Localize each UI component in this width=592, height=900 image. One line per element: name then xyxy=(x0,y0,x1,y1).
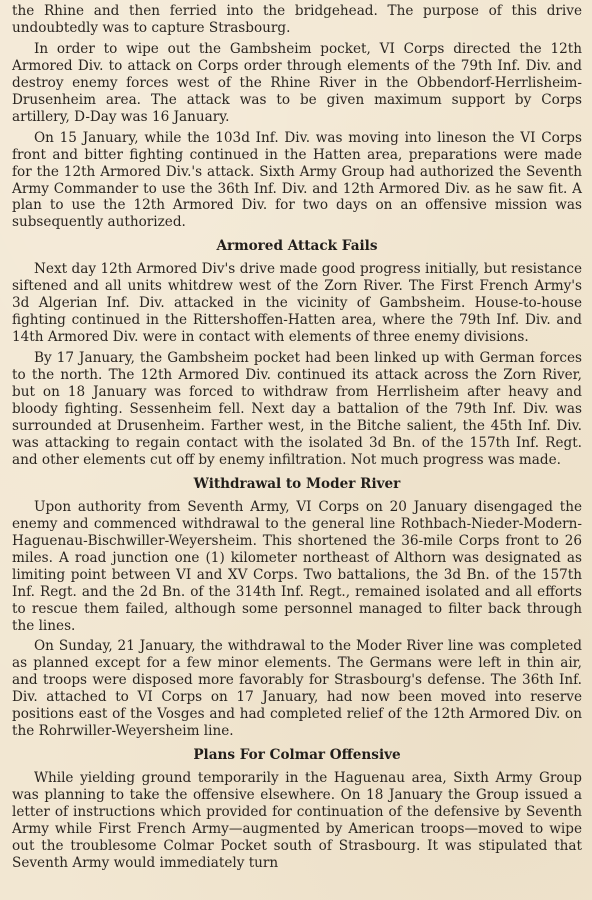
heading-plans-colmar-offensive: Plans For Colmar Offensive xyxy=(193,747,401,764)
paragraph-colmar-plans: While yielding ground temporarily in the Haguenau area, Sixth Army Group was planning to take the offensive elsewhere. On 18 January the Group issued a letter of instructions which provided for continuation of the defensive by Seventh Army while First French Army—augmented by American troops—moved to wipe out the troublesome Colmar Pocket south of Strasbourg. It was stipulated that Seventh Army would immediately turn xyxy=(12,770,582,871)
paragraph-15-january: On 15 January, while the 103d Inf. Div. was moving into lineson the VI Corps front and bitter fighting continued in the Hatten area, preparations were made for the 12th Armored Div.'s attack. Sixth Army Group had authorized the Seventh Army Commander to use the 36th Inf. Div. and 12th Armored Div. as he saw fit. A plan to use the 12th Armored Div. for two days on an offensive mission was subsequently authorized. xyxy=(12,129,582,231)
paragraph-17-january: By 17 January, the Gambsheim pocket had been linked up with German forces to the north. The 12th Armored Div. continued its attack across the Zorn River, but on 18 January was forced to withdraw from Herrlisheim after heavy and bloody fighting. Sessenheim fell. Next day a battalion of the 79th Inf. Div. was surrounded at Drusenheim. Farther west, in the Bitche salient, the 45th Inf. Div. was attacking to regain contact with the isolated 3d Bn. of the 157th Inf. Regt. and other elements cut off by enemy infiltration. Not much progress was made. xyxy=(12,350,582,468)
paragraph-gambsheim-pocket: In order to wipe out the Gambsheim pocket, VI Corps directed the 12th Armored Div. to attack on Corps order through elements of the 79th Inf. Div. and destroy enemy forces west of the Rhine River in the Obbendorf-Herrlisheim-Drusenheim area. The attack was to be given maximum support by Corps artillery, D-Day was 16 January. xyxy=(12,40,582,125)
paragraph-next-day: Next day 12th Armored Div's drive made good progress initially, but resistance siftened and all units whitdrew west of the Zorn River. The First French Army's 3d Algerian Inf. Div. attacked in the vicinity of Gambsheim. House-to-house fighting continued in the Rittershoffen-Hatten area, where the 79th Inf. Div. and 14th Armored Div. were in contact with elements of three enemy divisions. xyxy=(12,261,582,346)
heading-armored-attack-fails: Armored Attack Fails xyxy=(216,238,378,255)
paragraph-20-january: Upon authority from Seventh Army, VI Corps on 20 January disengaged the enemy and commenced withdrawal to the general line Rothbach-Nieder-Modern-Haguenau-Bischwiller-Weyersheim. This shortened the 36-mile Corps front to 26 miles. A road junction one (1) kilometer northeast of Althorn was designated as limiting point between VI and XV Corps. Two battalions, the 3d Bn. of the 157th Inf. Regt. and the 2d Bn. of the 314th Inf. Regt., remained isolated and all efforts to rescue them failed, although some personnel managed to filter back through the lines. xyxy=(12,498,582,634)
heading-withdrawal-moder-river: Withdrawal to Moder River xyxy=(193,475,401,492)
paragraph-21-january: On Sunday, 21 January, the withdrawal to the Moder River line was completed as planned except for a few minor elements. The Germans were left in thin air, and troops were disposed more favorably for Strasbourg's defense. The 36th Inf. Div. attached to VI Corps on 17 January, had now been moved into reserve positions east of the Vosges and had completed relief of the 12th Armored Div. on the Rohrwiller-Weyersheim line. xyxy=(12,638,582,740)
paragraph-continuation: the Rhine and then ferried into the bridgehead. The purpose of this drive undoubtedly was to capture Strasbourg. xyxy=(12,3,582,36)
